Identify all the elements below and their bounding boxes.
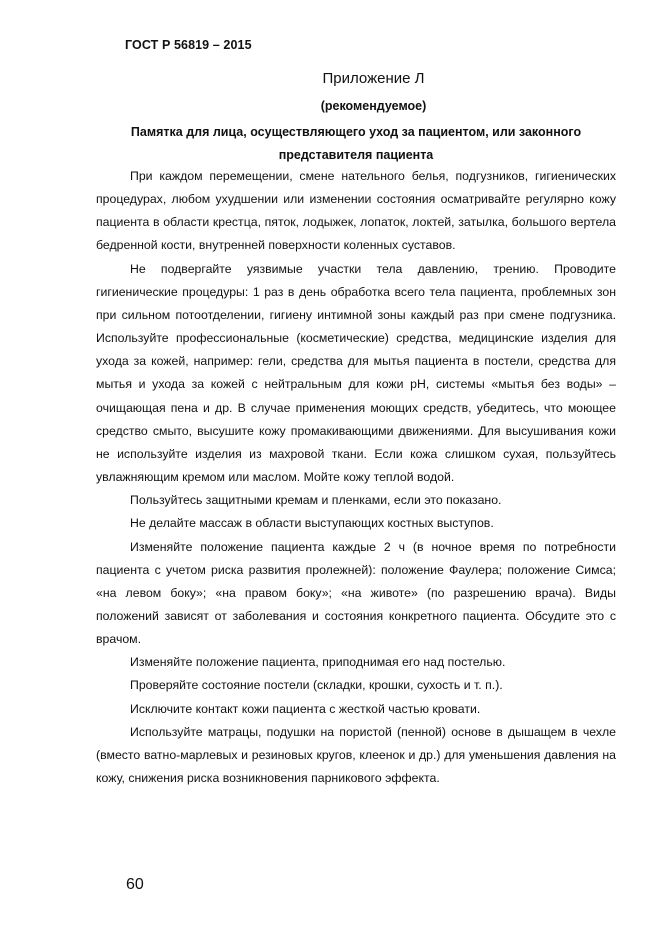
memo-body: [96, 165, 616, 790]
paragraph-hygiene: Не подвергайте уязвимые участки тела давлению, трению. Проводите гигиенические процедуры: 1 раз в день обработка всего тела пациента, проблемных зон при сильном потоотделении, гигиену интимной зоны каждый раз при смене подгузника. Используйте профессиональные (косметические) средства, медицинские изделия для ухода за кожей, например: гели, средства для мытья пациента в постели, средства для мытья и ухода за кожей с нейтральным для кожи pH, системы «мытья без воды» – очищающая пена и др. В случае применения моющих средств, убедитесь, что моющее средство смыто, высушите кожу промакивающими движениями. Для высушивания кожи не используйте изделия из махровой ткани. Если кожа слишком сухая, пользуйтесь увлажняющим кремом или маслом. Мойте кожу теплой водой.: [96, 261, 616, 485]
memo-title: Памятка для лица, осуществляющего уход за пациентом, или законного представителя пациента: [130, 125, 582, 162]
paragraph-lift-patient: Изменяйте положение пациента, приподнимая его над постелью.: [130, 655, 506, 670]
paragraph-reposition: Изменяйте положение пациента каждые 2 ч (в ночное время по потребности пациента с учетом риска развития пролежней): положение Фаулера; положение Симса; «на левом боку»; «на правом боку»; «на животе» (по разрешению врача). Виды положений зависят от заболевания и состояния конкретного пациента. Обсудите это с врачом.: [96, 539, 616, 647]
paragraph-check-bed: Проверяйте состояние постели (складки, крошки, сухость и т. п.).: [130, 678, 503, 693]
paragraph-protective-creams: Пользуйтесь защитными кремам и пленками, если это показано.: [130, 493, 502, 508]
page-number: 60: [126, 876, 144, 893]
paragraph-avoid-hard-parts: Исключите контакт кожи пациента с жесткой частью кровати.: [130, 701, 481, 716]
paragraph-no-massage: Не делайте массаж в области выступающих костных выступов.: [130, 516, 494, 531]
paragraph-mattresses: Используйте матрацы, подушки на пористой (пенной) основе в дышащем в чехле (вместо ватно-марлевых и резиновых кругов, клеенок и др.) для уменьшения давления на кожу, снижения риска возникновения парникового эффекта.: [96, 724, 616, 786]
appendix-title: Приложение Л: [322, 70, 425, 87]
paragraph-skin-inspection: При каждом перемещении, смене нательного белья, подгузников, гигиенических процедурах, любом ухудшении или изменении состояния осматривайте регулярно кожу пациента в области крестца, пяток, лодыжек, лопаток, локтей, затылка, большого вертела бедренной кости, внутренней поверхности коленных суставов.: [96, 169, 616, 253]
document-code: ГОСТ Р 56819 – 2015: [125, 38, 252, 52]
appendix-status: (рекомендуемое): [320, 99, 427, 113]
